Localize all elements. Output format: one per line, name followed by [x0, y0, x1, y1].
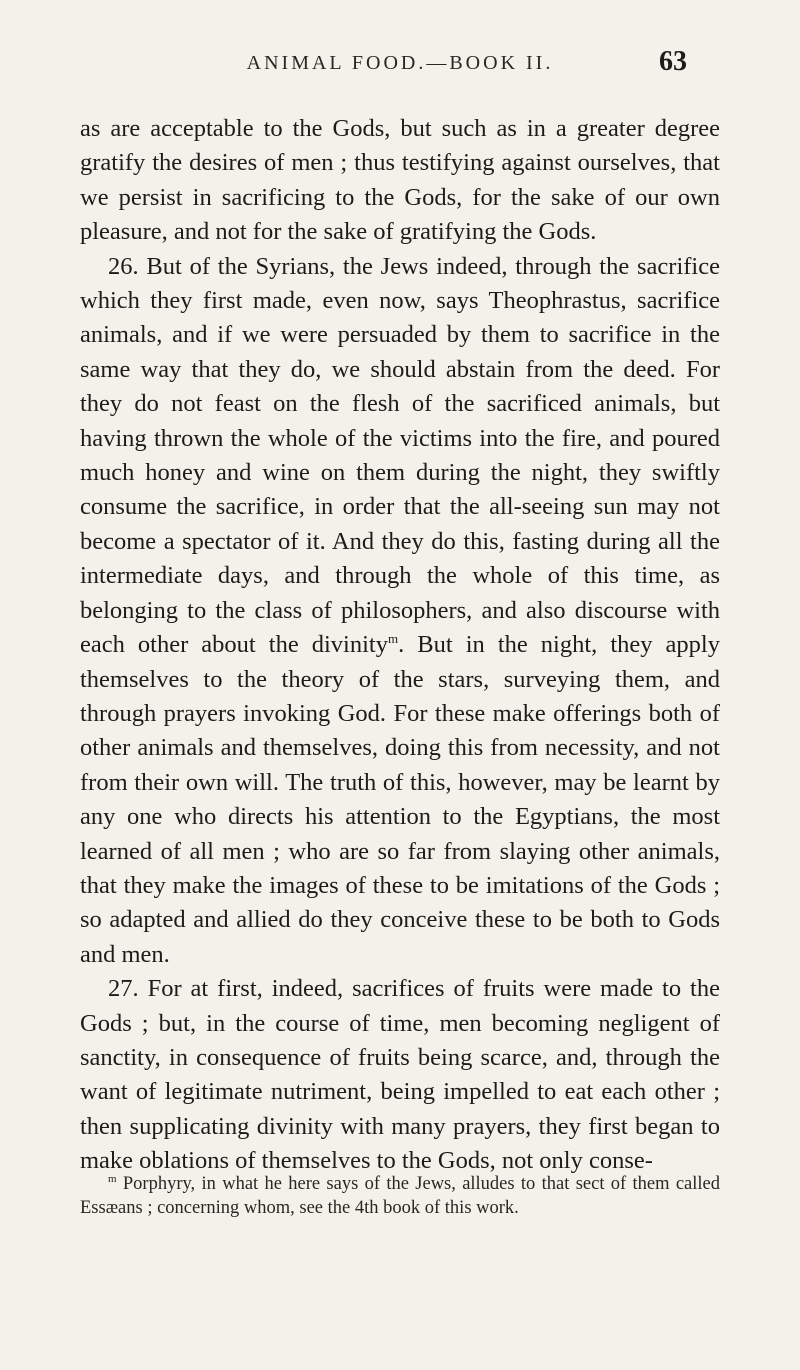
paragraph-26-text: 26. But of the Syrians, the Jews indeed, through the sacrifice which they first made, even now, says Theophrastus, sacrifice animals, and if we were persuaded by them to sacrifice in the same way that they do, we should abstain from the deed. For they do not feast on the flesh of the sacrificed animals, but having thrown the whole of the victims into the fire, and poured much honey and wine on them during the night, they swiftly consume the sacrifice, in order that the all-seeing sun may not become a spectator of it. And they do this, fasting during all the intermediate days, and through the whole of this time, as belonging to the class of philosophers, and also discourse with each other about the divinity: [80, 252, 720, 659]
footnote: [80, 1172, 720, 1220]
footnote-marker: m: [108, 1172, 117, 1185]
footnote-text-block: [80, 1172, 720, 1220]
paragraph-27: 27. For at first, indeed, sacrifices of fruits were made to the Gods ; but, in the course of time, men becoming negligent of sanctity, in consequence of fruits being scarce, and, through the want of legitimate nutriment, being impelled to eat each other ; then supplicating divinity with many prayers, they first began to make oblations of themselves to the Gods, not only conse-: [80, 975, 720, 1175]
page-number: 63: [659, 46, 687, 77]
main-text: [80, 112, 720, 1179]
running-title: ANIMAL FOOD.—BOOK II.: [246, 52, 554, 74]
paragraph-26: [80, 250, 720, 973]
footnote-text: Porphyry, in what he here says of the Jews, alludes to that sect of them called Essæans ; concerning whom, see the 4th book of this work.: [80, 1174, 720, 1218]
paragraph-26-continuation: . But in the night, they apply themselves to the theory of the stars, surveying them, and through prayers invoking God. For these make offerings both of other animals and themselves, doing this from necessity, and not from their own will. The truth of this, however, may be learnt by any one who directs his attention to the Egyptians, the most learned of all men ; who are so far from slaying other animals, that they make the images of these to be imitations of the Gods ; so adapted and allied do they conceive these to be both to Gods and men.: [80, 631, 720, 968]
paragraph-continued: as are acceptable to the Gods, but such as in a greater degree gratify the desires of men ; thus testifying against ourselves, that we persist in sacrificing to the Gods, for the sake of our own pleasure, and not for the sake of gratifying the Gods.: [80, 115, 720, 246]
footnote-reference[interactable]: m: [387, 630, 399, 646]
